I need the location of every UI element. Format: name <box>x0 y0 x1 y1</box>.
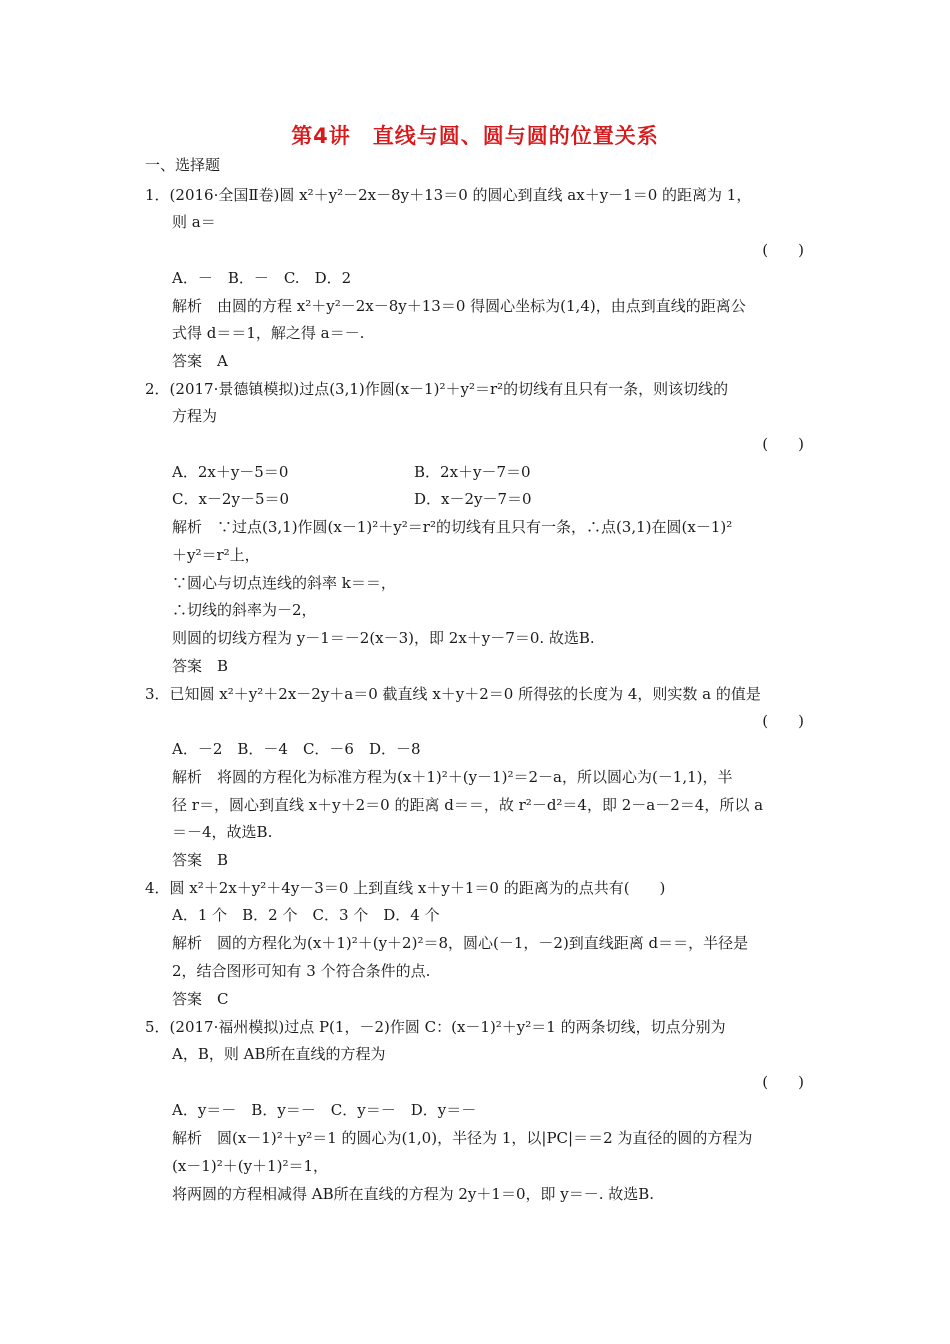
question-3-answer: 答案 B <box>172 851 229 869</box>
question-5-options: A．y＝－ B．y＝－ C．y＝－ D．y＝－ <box>172 1101 477 1119</box>
question-4-analysis-1: 解析 圆的方程化为(x＋1)²＋(y＋2)²＝8，圆心(－1，－2)到直线距离 d＝＝，半径是 <box>172 934 749 952</box>
question-5-analysis-2: (x－1)²＋(y＋1)²＝1， <box>172 1157 328 1175</box>
question-4-analysis-2: 2，结合图形可知有 3 个符合条件的点. <box>172 962 431 980</box>
question-4-options: A．1 个 B．2 个 C．3 个 D．4 个 <box>172 906 440 924</box>
question-3-analysis-1: 解析 将圆的方程化为标准方程为(x＋1)²＋(y－1)²＝2－a，所以圆心为(－1,1)，半 <box>172 768 733 786</box>
answer-blank-1: ( ) <box>762 241 804 259</box>
question-2-option-a: A．2x＋y－5＝0 <box>172 463 289 481</box>
question-2-analysis-1: 解析 ∵过点(3,1)作圆(x－1)²＋y²＝r²的切线有且只有一条，∴点(3,1)在圆(x－1)² <box>172 518 733 536</box>
question-2-analysis-2: ＋y²＝r²上， <box>172 546 260 564</box>
question-2-analysis-3: ∵圆心与切点连线的斜率 k＝＝， <box>172 574 396 592</box>
page-title: 第4讲 直线与圆、圆与圆的位置关系 <box>291 124 659 148</box>
question-5-line-1: 5．(2017·福州模拟)过点 P(1，－2)作圆 C：(x－1)²＋y²＝1 的两条切线，切点分别为 <box>145 1018 726 1036</box>
question-5-analysis-1: 解析 圆(x－1)²＋y²＝1 的圆心为(1,0)，半径为 1，以|PC|＝＝2 为直径的圆的方程为 <box>172 1129 753 1147</box>
answer-blank-3: ( ) <box>762 712 804 730</box>
question-5-analysis-3: 将两圆的方程相减得 AB所在直线的方程为 2y＋1＝0，即 y＝－. 故选B. <box>172 1185 655 1203</box>
question-3-options: A．－2 B．－4 C．－6 D．－8 <box>172 740 421 758</box>
question-4-answer: 答案 C <box>172 990 229 1008</box>
question-1-line-2: 则 a＝ <box>172 213 216 231</box>
question-1-answer: 答案 A <box>172 352 228 370</box>
section-heading: 一、选择题 <box>145 156 221 174</box>
question-3-line-1: 3．已知圆 x²＋y²＋2x－2y＋a＝0 截直线 x＋y＋2＝0 所得弦的长度为 4，则实数 a 的值是 <box>145 685 761 703</box>
question-3-analysis-3: ＝－4，故选B. <box>172 823 273 841</box>
question-2-analysis-4: ∴切线的斜率为－2， <box>172 601 317 619</box>
question-2-analysis-5: 则圆的切线方程为 y－1＝－2(x－3)，即 2x＋y－7＝0. 故选B. <box>172 629 595 647</box>
question-2-option-d: D．x－2y－7＝0 <box>414 490 532 508</box>
question-1-options: A．－ B．－ C. D．2 <box>172 269 352 287</box>
question-1-analysis-2: 式得 d＝＝1，解之得 a＝－. <box>172 324 365 342</box>
question-1-analysis-1: 解析 由圆的方程 x²＋y²－2x－8y＋13＝0 得圆心坐标为(1,4)，由点到直线的距离公 <box>172 297 746 315</box>
question-2-option-c: C．x－2y－5＝0 <box>172 490 290 508</box>
question-2-line-1: 2．(2017·景德镇模拟)过点(3,1)作圆(x－1)²＋y²＝r²的切线有且只有一条，则该切线的 <box>145 380 729 398</box>
question-2-answer: 答案 B <box>172 657 229 675</box>
question-4-line-1: 4．圆 x²＋2x＋y²＋4y－3＝0 上到直线 x＋y＋1＝0 的距离为的点共有( ) <box>145 879 666 897</box>
question-2-option-b: B．2x＋y－7＝0 <box>414 463 531 481</box>
question-3-analysis-2: 径 r＝，圆心到直线 x＋y＋2＝0 的距离 d＝＝，故 r²－d²＝4，即 2－a－2＝4，所以 a <box>172 796 764 814</box>
answer-blank-2: ( ) <box>762 435 804 453</box>
question-1-line-1: 1．(2016·全国Ⅱ卷)圆 x²＋y²－2x－8y＋13＝0 的圆心到直线 ax＋y－1＝0 的距离为 1， <box>145 186 752 204</box>
question-2-line-2: 方程为 <box>172 407 218 425</box>
answer-blank-5: ( ) <box>762 1073 804 1091</box>
question-5-line-2: A，B，则 AB所在直线的方程为 <box>172 1045 386 1063</box>
